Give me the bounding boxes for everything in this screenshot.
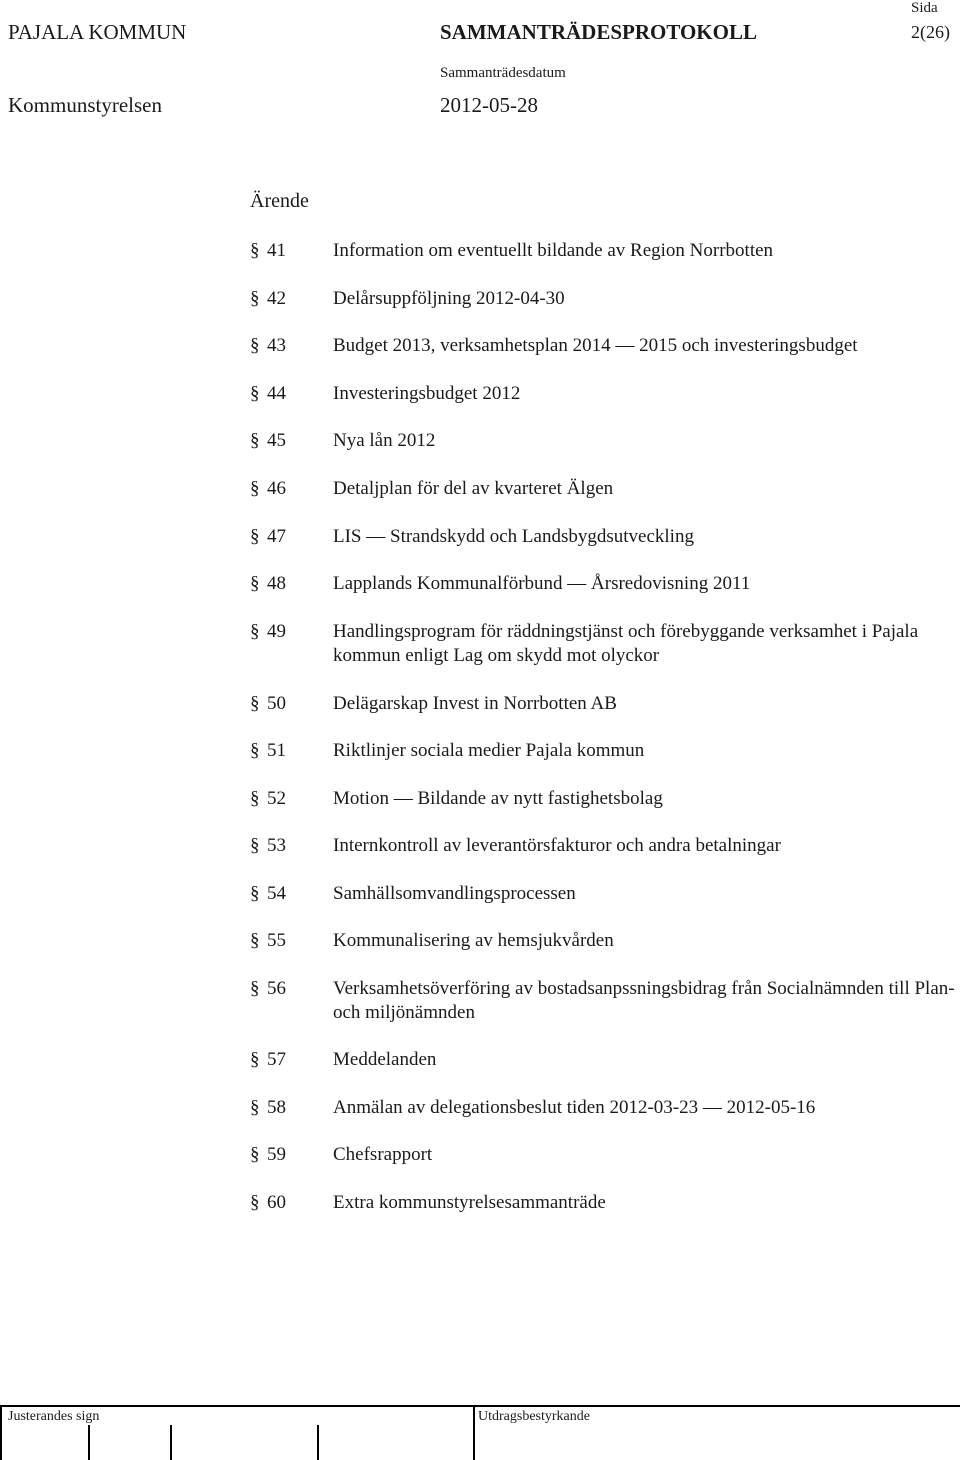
section-symbol: § — [250, 240, 260, 261]
agenda-item-title: Detaljplan för del av kvarteret Älgen — [333, 478, 614, 499]
document-type: SAMMANTRÄDESPROTOKOLL — [440, 20, 757, 44]
section-symbol: § — [250, 835, 260, 856]
agenda-item-title: Riktlinjer sociala medier Pajala kommun — [333, 740, 645, 761]
agenda-item-number: 42 — [267, 288, 286, 309]
agenda-item-title: Lapplands Kommunalförbund — Årsredovisning 2011 — [333, 573, 751, 594]
agenda-item-number: 52 — [267, 788, 286, 809]
agenda-item-number: 57 — [267, 1049, 286, 1070]
agenda-item-number: 55 — [267, 930, 286, 951]
section-symbol: § — [250, 788, 260, 809]
agenda-item-number: 58 — [267, 1097, 286, 1118]
section-symbol: § — [250, 430, 260, 451]
agenda-item-number: 49 — [267, 621, 286, 642]
agenda-item-number: 45 — [267, 430, 286, 451]
agenda-item-title: Nya lån 2012 — [333, 430, 436, 451]
section-symbol: § — [250, 740, 260, 761]
section-symbol: § — [250, 1097, 260, 1118]
footer-divider — [473, 1405, 475, 1460]
agenda-item-title: Extra kommunstyrelsesammanträde — [333, 1192, 606, 1213]
agenda-item-title: Samhällsomvandlingsprocessen — [333, 883, 576, 904]
section-symbol: § — [250, 978, 260, 999]
footer-divider — [88, 1425, 90, 1460]
section-symbol: § — [250, 883, 260, 904]
agenda-item-title: Motion — Bildande av nytt fastighetsbolag — [333, 788, 663, 809]
meeting-date-label: Sammanträdesdatum — [440, 65, 566, 81]
agenda-item-number: 59 — [267, 1144, 286, 1165]
agenda-item-title: Delägarskap Invest in Norrbotten AB — [333, 693, 617, 714]
footer-divider — [0, 1405, 2, 1460]
agenda-item-number: 48 — [267, 573, 286, 594]
section-symbol: § — [250, 335, 260, 356]
agenda-item-title: Internkontroll av leverantörsfakturor och andra betalningar — [333, 835, 781, 856]
page-number: 2(26) — [911, 22, 950, 42]
agenda-item-title: Information om eventuellt bildande av Region Norrbotten — [333, 240, 774, 261]
section-symbol: § — [250, 621, 260, 642]
agenda-item-number: 44 — [267, 383, 286, 404]
page-label: Sida — [911, 0, 938, 16]
municipality-name: PAJALA KOMMUN — [8, 20, 187, 44]
section-symbol: § — [250, 573, 260, 594]
agenda-item-title: Chefsrapport — [333, 1144, 433, 1165]
agenda-item-number: 46 — [267, 478, 286, 499]
committee-name: Kommunstyrelsen — [8, 93, 162, 117]
section-symbol: § — [250, 693, 260, 714]
agenda-item-title: Delårsuppföljning 2012-04-30 — [333, 288, 565, 309]
section-symbol: § — [250, 1144, 260, 1165]
section-symbol: § — [250, 288, 260, 309]
agenda-item-number: 50 — [267, 693, 286, 714]
agenda-heading: Ärende — [250, 190, 309, 212]
utdragsbestyrkande-label: Utdragsbestyrkande — [478, 1409, 590, 1424]
agenda-item-number: 51 — [267, 740, 286, 761]
agenda-item-title: Budget 2013, verksamhetsplan 2014 — 2015 och investeringsbudget — [333, 335, 858, 356]
agenda-item-number: 53 — [267, 835, 286, 856]
section-symbol: § — [250, 930, 260, 951]
footer-divider — [317, 1425, 319, 1460]
section-symbol: § — [250, 526, 260, 547]
justerandes-sign-label: Justerandes sign — [8, 1409, 100, 1424]
footer-top-rule — [0, 1405, 960, 1407]
agenda-item-number: 54 — [267, 883, 286, 904]
agenda-item-number: 60 — [267, 1192, 286, 1213]
agenda-item-title: Investeringsbudget 2012 — [333, 383, 521, 404]
agenda-item-title: Anmälan av delegationsbeslut tiden 2012-03-23 — 2012-05-16 — [333, 1097, 816, 1118]
agenda-item-number: 47 — [267, 526, 286, 547]
agenda-item-title: Kommunalisering av hemsjukvården — [333, 930, 614, 951]
agenda-item-number: 56 — [267, 978, 286, 999]
section-symbol: § — [250, 1049, 260, 1070]
agenda-item-title: Handlingsprogram för räddningstjänst och förebyggande verksamhet i Pajala kommun enligt Lag om skydd mot olyckor — [333, 621, 919, 666]
signature-footer — [0, 1405, 960, 1460]
meeting-date: 2012-05-28 — [440, 93, 538, 117]
agenda-item-title: LIS — Strandskydd och Landsbygdsutveckling — [333, 526, 694, 547]
footer-divider — [170, 1425, 172, 1460]
section-symbol: § — [250, 1192, 260, 1213]
agenda-item-title: Verksamhetsöverföring av bostadsanpssningsbidrag från Socialnämnden till Plan- och miljönämnden — [333, 978, 955, 1023]
section-symbol: § — [250, 383, 260, 404]
section-symbol: § — [250, 478, 260, 499]
agenda-item-title: Meddelanden — [333, 1049, 437, 1070]
agenda-item-number: 43 — [267, 335, 286, 356]
agenda-item-number: 41 — [267, 240, 286, 261]
